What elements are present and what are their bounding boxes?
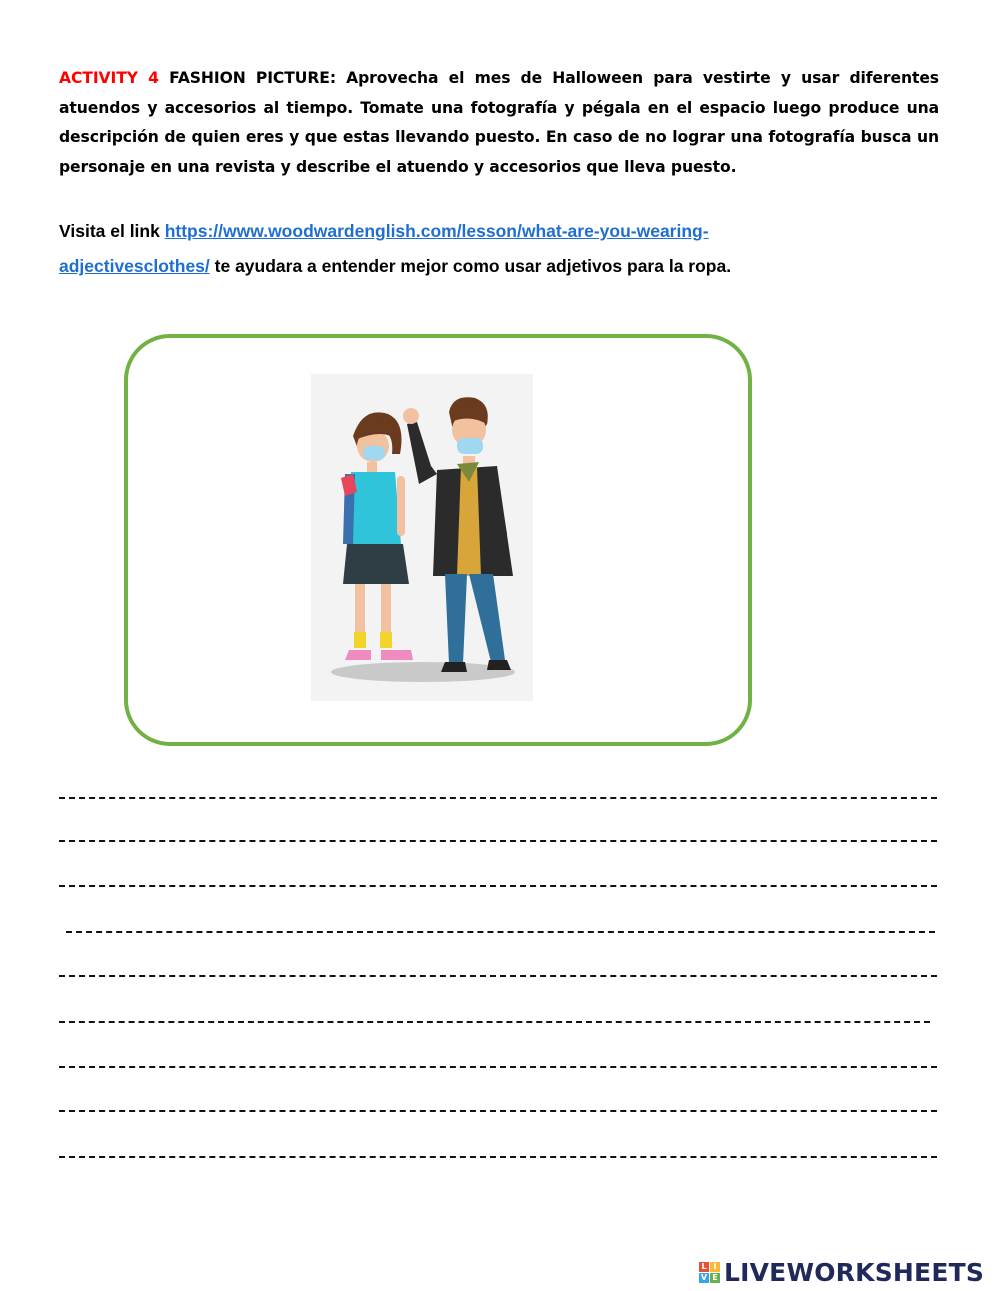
link-prefix: Visita el link (59, 221, 165, 241)
masked-couple-illustration (311, 374, 533, 701)
logo-letter-i: I (710, 1262, 720, 1272)
logo-letter-e: E (710, 1273, 720, 1283)
writing-line[interactable] (59, 1110, 937, 1112)
logo-letter-v: V (700, 1272, 708, 1282)
resource-link-part1[interactable]: https://www.woodwardenglish.com/lesson/what-are-you-wearing- (164, 221, 709, 241)
liveworksheets-brand (699, 1257, 984, 1287)
resource-link-part2[interactable]: adjectivesclothes/ (59, 256, 210, 276)
writing-line[interactable] (59, 975, 937, 977)
link-suffix: te ayudara a entender mejor como usar adjetivos para la ropa. (209, 256, 732, 276)
writing-line[interactable] (59, 840, 937, 842)
link-line-1 (59, 221, 709, 242)
activity-label: ACTIVITY 4 (59, 69, 159, 87)
writing-line[interactable] (59, 1156, 937, 1158)
writing-line[interactable] (66, 931, 935, 933)
writing-line[interactable] (59, 1066, 937, 1068)
activity-instructions (59, 64, 939, 182)
liveworksheets-logo-icon (699, 1262, 720, 1283)
brand-name: LIVEWORKSHEETS (724, 1257, 985, 1287)
instructions-text: FASHION PICTURE: Aprovecha el mes de Halloween para vestirte y usar diferentes atuendos y accesorios al tiempo. Tomate una fotografía y pégala en el espacio luego produce una descripción de quien eres y que estas llevando puesto. En caso de no lograr una fotografía busca un personaje en una revista y describe el atuendo y accesorios que lleva puesto. (59, 69, 939, 176)
logo-letter-l: L (699, 1262, 709, 1272)
writing-line[interactable] (59, 797, 937, 799)
writing-line[interactable] (59, 885, 937, 887)
link-line-2 (59, 256, 731, 277)
writing-line[interactable] (59, 1021, 930, 1023)
